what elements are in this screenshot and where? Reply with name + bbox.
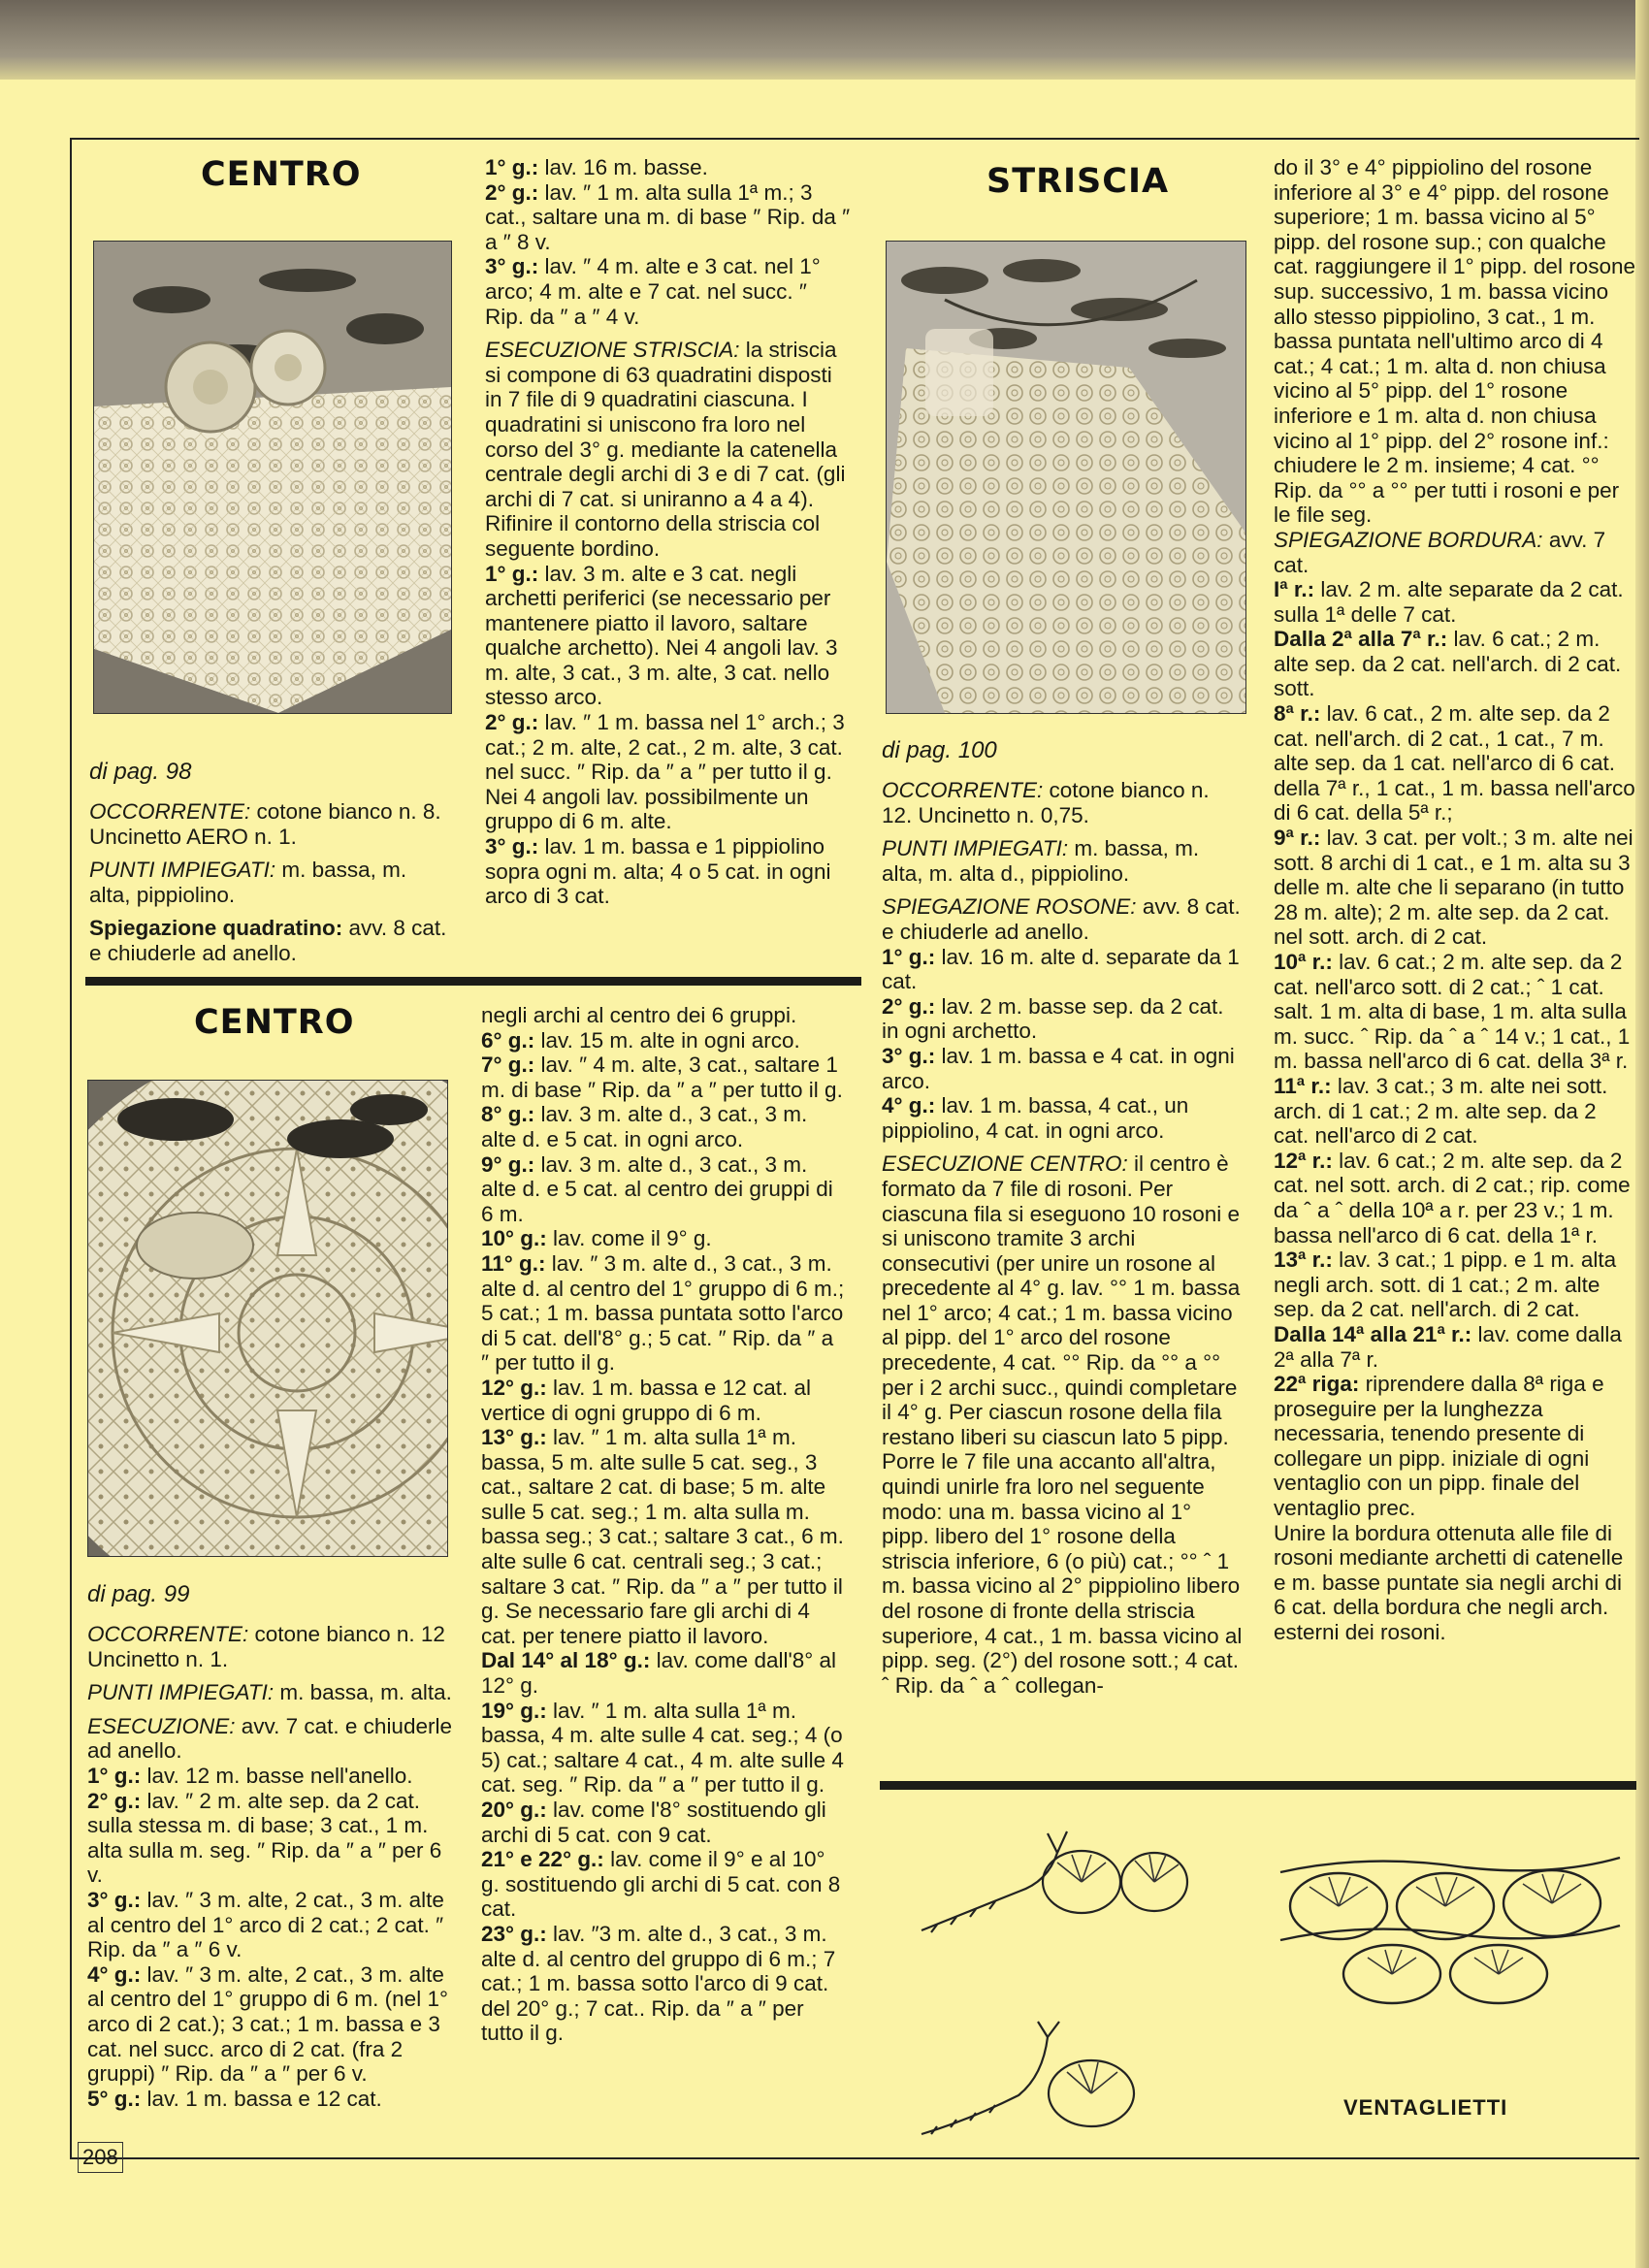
label-r4: 4° g.: xyxy=(882,1093,936,1118)
scan-top-band xyxy=(0,0,1649,80)
text-b3: lav. 1 m. bassa e 1 pippiolino sopra ogni m. alta; 4 o 5 cat. in ogni arco di 3 cat. xyxy=(485,834,831,909)
text-br22: riprendere dalla 8ª riga e proseguire per la lunghezza necessaria, tenendo presente di collegare un pipp. iniziale di ogni ventaglio con un pipp. finale del ventaglio prec. xyxy=(1274,1372,1604,1521)
text-r4: lav. 1 m. bassa, 4 cat., un pippiolino, 4 cat. in ogni arco. xyxy=(882,1093,1189,1143)
label-c2-g2: 2° g.: xyxy=(87,1788,142,1813)
label-c2-g21: 21° e 22° g.: xyxy=(481,1847,604,1872)
label-br13: 13ª r.: xyxy=(1274,1247,1333,1273)
column-centro-1-left xyxy=(89,799,453,966)
label-c2-g10: 10° g.: xyxy=(481,1226,547,1251)
label-b2: 2° g.: xyxy=(485,710,539,735)
label-br14: Dalla 14ª alla 21ª r.: xyxy=(1274,1321,1472,1346)
text-b1: lav. 3 m. alte e 3 cat. negli archetti periferici (se necessario per mantenere piatto il lavoro, saltare qualche archetto). Nei 4 angoli lav. 3 m. alte, 3 cat., 3 m. alte, 3 cat. nello stesso arco. xyxy=(485,561,838,710)
label-r3: 3° g.: xyxy=(882,1043,936,1068)
label-spiegazione-quadratino: Spiegazione quadratino: xyxy=(89,916,343,941)
column-centro-1-right xyxy=(485,155,852,909)
text-c2-g21: lav. come il 9° e al 10° g. sostituendo gli archi di 5 cat. con 8 cat. xyxy=(481,1847,841,1922)
text-g2: lav. ″ 1 m. alta sulla 1ª m.; 3 cat., saltare una m. di base ″ Rip. da ″ a ″ 8 v. xyxy=(485,179,851,254)
label-c2-g6: 6° g.: xyxy=(481,1027,535,1053)
text-c2-g19: lav. ″ 1 m. alta sulla 1ª m. bassa, 4 m. alte sulle 4 cat. seg.; 4 (o 5) cat.; saltare 4 cat., 4 m. alte sulle 4 cat. seg. ″ Rip. da ″ a ″ per tutto il g. xyxy=(481,1698,844,1798)
label-br22: 22ª riga: xyxy=(1274,1372,1360,1397)
text-r2: lav. 2 m. basse sep. da 2 cat. in ogni archetto. xyxy=(882,993,1224,1044)
text-br9: lav. 3 cat. per volt.; 3 m. alte nei sott. 8 archi di 1 cat., e 1 m. alta su 3 delle m. alte che li separano (in tutto 28 m. alte); 2 m. alte sep. da 2 cat. nel sott. arch. di 2 cat. xyxy=(1274,826,1633,950)
label-r1: 1° g.: xyxy=(882,944,936,969)
text-c2-g2: lav. ″ 2 m. alte sep. da 2 cat. sulla stessa m. di base; 3 cat., 1 m. alta sulla m. seg. ″ Rip. da ″ a ″ per 6 v. xyxy=(87,1788,442,1888)
divider-left xyxy=(85,977,861,986)
label-bordura: SPIEGAZIONE BORDURA: xyxy=(1274,527,1543,552)
label-c2-g19: 19° g.: xyxy=(481,1698,547,1723)
label-b3: 3° g.: xyxy=(485,834,539,859)
label-c2-g7: 7° g.: xyxy=(481,1053,535,1078)
label-g1: 1° g.: xyxy=(485,155,539,179)
text-c2-g8: lav. 3 m. alte d., 3 cat., 3 m. alte d. e 5 cat. in ogni arco. xyxy=(481,1102,808,1151)
label-br11: 11ª r.: xyxy=(1274,1073,1332,1098)
text-c2-g5b: negli archi al centro dei 6 gruppi. xyxy=(481,1003,797,1027)
text-b2: lav. ″ 1 m. bassa nel 1° arch.; 3 cat.; 2 m. alte, 2 cat., 2 m. alte, 3 cat. nel succ. ″ Rip. da ″ a ″ per tutto il g. Nei 4 angoli lav. possibilmente un gruppo di 6 m. alte. xyxy=(485,710,845,834)
label-b1: 1° g.: xyxy=(485,561,539,586)
photo-centro-doily-round xyxy=(87,1080,448,1557)
text-c2-g23: lav. ″3 m. alte d., 3 cat., 3 m. alte d. al centro del gruppo di 6 m.; 7 cat.; 1 m. bassa sotto l'arco di 9 cat. del 20° g.; 7 cat.. Rip. da ″ a ″ per tutto il g. xyxy=(481,1921,836,2046)
text-br13: lav. 3 cat.; 1 pipp. e 1 m. alta negli arch. sott. di 1 cat.; 2 m. alte sep. da 2 cat. nell'arch. di 2 cat. xyxy=(1274,1247,1617,1322)
text-br10: lav. 6 cat.; 2 m. alte sep. da 2 cat. nell'arco sott. di 2 cat.; ˆ 1 cat. salt. 1 m. alta di base, 1 m. alta sulla m. succ. ˆ Rip. da ˆ a ˆ 14 v.; 1 cat., 1 m. bassa nell'arco di 6 cat. della 3ª r. xyxy=(1274,950,1631,1074)
heading-striscia: STRISCIA xyxy=(986,162,1170,201)
text-r1: lav. 16 m. alte d. separate da 1 cat. xyxy=(882,944,1240,994)
label-c2-g9: 9° g.: xyxy=(481,1151,535,1177)
column-striscia-right xyxy=(1274,155,1636,1645)
label-c2-g12: 12° g.: xyxy=(481,1375,547,1400)
label-c2-g8: 8° g.: xyxy=(481,1102,535,1127)
text-c2-g4: lav. ″ 3 m. alte, 2 cat., 3 m. alte al centro del 1° gruppo di 6 m. (nel 1° arco di 2 cat.); 3 cat.; 1 m. bassa e 3 cat. nel succ. arco di 2 cat. (fra 2 gruppi) ″ Rip. da ″ a ″ per 6 v. xyxy=(87,1961,448,2087)
label-br12: 12ª r.: xyxy=(1274,1148,1333,1173)
label-r2: 2° g.: xyxy=(882,993,936,1019)
text-unire: Unire la bordura ottenuta alle file di rosoni mediante archetti di catenelle e m. basse puntate sia negli archi di 6 cat. della bordura che negli arch. esterni dei rosoni. xyxy=(1274,1520,1624,1645)
column-centro-2-right xyxy=(481,1003,846,2046)
text-c2-g5: lav. 1 m. bassa e 12 cat. xyxy=(141,2086,382,2111)
text-br11: lav. 3 cat.; 3 m. alte nei sott. arch. di 1 cat.; 2 m. alte sep. da 2 cat. nell'arco di 2 cat. xyxy=(1274,1073,1608,1149)
caption-striscia: di pag. 100 xyxy=(882,737,997,763)
diagram-label-ventaglietti: VENTAGLIETTI xyxy=(1343,2095,1508,2120)
label-c2-g11: 11° g.: xyxy=(481,1250,546,1276)
heading-centro-2: CENTRO xyxy=(194,1003,355,1042)
photo-striscia-runner xyxy=(886,241,1246,714)
text-br2: lav. 6 cat.; 2 m. alte sep. da 2 cat. nell'arch. di 2 cat. sott. xyxy=(1274,627,1622,701)
label-c2-g3: 3° g.: xyxy=(87,1887,142,1912)
text-bordura: avv. 7 cat. xyxy=(1274,527,1606,577)
text-rosone: avv. 8 cat. e chiuderle ad anello. xyxy=(882,894,1241,944)
text-c2-g11: lav. ″ 3 m. alte d., 3 cat., 3 m. alte d. al centro del 1° gruppo di 6 m.; 5 cat.; 1 m. bassa puntata sotto l'arco di 5 cat. dell'8° g.; 5 cat. ″ Rip. da ″ a ″ per tutto il g. xyxy=(481,1250,845,1376)
text-r3: lav. 1 m. bassa e 4 cat. in ogni arco. xyxy=(882,1043,1235,1093)
label-c2-g14: Dal 14° al 18° g.: xyxy=(481,1648,651,1673)
column-centro-2-left xyxy=(87,1622,454,2111)
label-br1: Iª r.: xyxy=(1274,577,1315,602)
label-c2-g4: 4° g.: xyxy=(87,1961,142,1987)
photo-centro-doily-square xyxy=(93,241,452,714)
label-punti-3: PUNTI IMPIEGATI: xyxy=(882,836,1069,861)
text-c2-g20: lav. come l'8° sostituendo gli archi di 5 cat. con 9 cat. xyxy=(481,1798,826,1847)
label-c2-g23: 23° g.: xyxy=(481,1921,547,1946)
text-rifinire: Rifinire il contorno della striscia col seguente bordino. xyxy=(485,511,821,561)
divider-right xyxy=(880,1781,1636,1790)
page-number: 208 xyxy=(78,2142,123,2173)
label-c2-g5: 5° g.: xyxy=(87,2086,142,2111)
label-g2: 2° g.: xyxy=(485,179,539,205)
diagram-ventaglietti-step1 xyxy=(912,1824,1193,1960)
text-br14: lav. come dalla 2ª alla 7ª r. xyxy=(1274,1321,1622,1372)
text-c2-g12: lav. 1 m. bassa e 12 cat. al vertice di ogni gruppo di 6 m. xyxy=(481,1375,811,1425)
label-br2: Dalla 2ª alla 7ª r.: xyxy=(1274,627,1448,652)
label-g3: 3° g.: xyxy=(485,254,539,279)
caption-centro-1: di pag. 98 xyxy=(89,759,192,785)
label-punti: PUNTI IMPIEGATI: xyxy=(89,858,276,883)
text-centro-continued: do il 3° e 4° pippiolino del rosone inferiore al 3° e 4° pipp. del rosone superiore; 1 m. bassa vicino al 5° pipp. del rosone sup.; con qualche cat. raggiungere il 1° pipp. del rosone sup. successivo, 1 m. bassa vicino allo stesso pippiolino, 3 cat., 1 m. bassa puntata nell'ultimo arco di 4 cat.; 4 cat.; 1 m. alta d. non chiusa vicino al 5° pipp. del 1° rosone inferiore e 1 m. alta d. non chiusa vicino al 1° pipp. del 2° rosone inf.: chiudere le 2 m. insieme; 4 cat. °° Rip. da °° a °° per tutti i rosoni e per le file seg. xyxy=(1274,155,1635,528)
text-c2-g10: lav. come il 9° g. xyxy=(546,1226,712,1251)
label-esecuzione-striscia: ESECUZIONE STRISCIA: xyxy=(485,338,740,363)
label-occorrente-2: OCCORRENTE: xyxy=(87,1622,249,1646)
text-occorrente: cotone bianco n. 8. Uncinetto AERO n. 1. xyxy=(89,799,441,849)
text-esecuzione-centro: il centro è formato da 7 file di rosoni. Per ciascuna fila si eseguono 10 rosoni e si uniscono tramite 3 archi consecutivi (per unire un rosone al precedente al 4° g. lav. °° 1 m. bassa nel 1° arco; 4 cat.; 1 m. bassa vicino al pipp. del 1° arco del rosone precedente, 4 cat. °° Rip. da °° a °° per i 2 archi succ., quindi completare il 4° g. Per ciascun rosone della fila restano liberi su ciascun lato 5 pipp. Porre le 7 file una accanto all'altra, quindi unirle fra loro nel seguente modo: una m. bassa vicino al 1° pipp. libero del 1° rosone della striscia inferiore, 6 (o più) cat.; °° ˆ 1 m. bassa vicino al 2° pippiolino libero del rosone di fronte della striscia superiore, 4 cat., 1 m. bassa vicino al pipp. seg. (2°) del rosone sott.; 4 cat. ˆ Rip. da ˆ a ˆ collegan- xyxy=(882,1151,1243,1698)
text-br1: lav. 2 m. alte separate da 2 cat. sulla 1ª delle 7 cat. xyxy=(1274,577,1624,627)
label-occorrente-3: OCCORRENTE: xyxy=(882,778,1044,802)
label-occorrente: OCCORRENTE: xyxy=(89,799,251,824)
caption-centro-2: di pag. 99 xyxy=(87,1581,190,1607)
label-c2-g1: 1° g.: xyxy=(87,1763,142,1788)
label-esecuzione-2: ESECUZIONE: xyxy=(87,1713,236,1738)
text-punti-3: m. bassa, m. alta, m. alta d., pippiolino. xyxy=(882,836,1200,886)
label-punti-2: PUNTI IMPIEGATI: xyxy=(87,1680,275,1705)
text-br8: lav. 6 cat., 2 m. alte sep. da 2 cat. nell'arch. di 2 cat., 1 cat., 7 m. alte sep. da 1 cat. nell'arco di 6 cat. della 7ª r., 1 cat., 1 m. bassa nell'arco di 6 cat. della 5ª r.; xyxy=(1274,701,1635,826)
text-c2-g7: lav. ″ 4 m. alte, 3 cat., saltare 1 m. di base ″ Rip. da ″ a ″ per tutto il g. xyxy=(481,1053,843,1102)
text-c2-g14: lav. come dall'8° al 12° g. xyxy=(481,1648,837,1699)
text-occorrente-2: cotone bianco n. 12 Uncinetto n. 1. xyxy=(87,1622,445,1671)
text-c2-g1: lav. 12 m. basse nell'anello. xyxy=(141,1763,413,1788)
label-br10: 10ª r.: xyxy=(1274,950,1333,974)
column-striscia-left xyxy=(882,778,1243,1698)
text-punti: m. bassa, m. alta, pippiolino. xyxy=(89,858,407,907)
label-br8: 8ª r.: xyxy=(1274,701,1321,727)
text-esecuzione-striscia: la striscia si compone di 63 quadratini disposti in 7 file di 9 quadratini ciascuna. I quadratini si uniscono fra loro nel corso del 3° g. mediante la catenella centrale degli archi di 3 e di 7 cat. (gli archi di 7 cat. si uniranno a 4 a 4). xyxy=(485,338,846,511)
text-c2-g6: lav. 15 m. alte in ogni arco. xyxy=(534,1027,800,1053)
text-esecuzione-2: avv. 7 cat. e chiuderle ad anello. xyxy=(87,1713,452,1764)
heading-centro-1: CENTRO xyxy=(201,155,362,194)
text-c2-g13: lav. ″ 1 m. alta sulla 1ª m. bassa, 5 m. alte sulle 5 cat. seg., 3 cat., saltare 2 cat. di base; 5 m. alte sulle 5 cat. seg.; 1 m. alta sulla m. bassa seg.; 3 cat.; saltare 3 cat., 6 m. alte sulle 6 cat. centrali seg.; 3 cat.; saltare 3 cat. ″ Rip. da ″ a ″ per tutto il g. Se necessario fare gli archi di 4 cat. per tenere piatto il lavoro. xyxy=(481,1425,844,1648)
label-br9: 9ª r.: xyxy=(1274,826,1321,851)
text-g3: lav. ″ 4 m. alte e 3 cat. nel 1° arco; 4 m. alte e 7 cat. nel succ. ″ Rip. da ″ a ″ 4 v. xyxy=(485,254,821,329)
text-br12: lav. 6 cat.; 2 m. alte sep. da 2 cat. nel sott. arch. di 2 cat.; rip. come da ˆ a ˆ della 10ª a r. per 23 v.; 1 m. bassa nell'arco di 6 cat. della 1ª r. xyxy=(1274,1148,1631,1247)
label-c2-g13: 13° g.: xyxy=(481,1425,547,1450)
label-rosone: SPIEGAZIONE ROSONE: xyxy=(882,894,1137,920)
text-g1: lav. 16 m. basse. xyxy=(538,155,708,179)
text-c2-g3: lav. ″ 3 m. alte, 2 cat., 3 m. alte al centro del 1° arco di 2 cat.; 2 cat. ″ Rip. da ″ a ″ 6 v. xyxy=(87,1887,444,1962)
diagram-ventaglietti-pattern xyxy=(1271,1833,1630,2008)
text-punti-2: m. bassa, m. alta. xyxy=(274,1680,452,1705)
label-c2-g20: 20° g.: xyxy=(481,1798,547,1822)
text-c2-g9: lav. 3 m. alte d., 3 cat., 3 m. alte d. e 5 cat. al centro dei gruppi di 6 m. xyxy=(481,1151,833,1226)
diagram-ventaglietti-step2 xyxy=(912,2018,1193,2154)
label-esecuzione-centro: ESECUZIONE CENTRO: xyxy=(882,1151,1128,1177)
text-occorrente-3: cotone bianco n. 12. Uncinetto n. 0,75. xyxy=(882,778,1210,827)
text-spiegazione-quadratino: avv. 8 cat. e chiuderle ad anello. xyxy=(89,916,447,965)
